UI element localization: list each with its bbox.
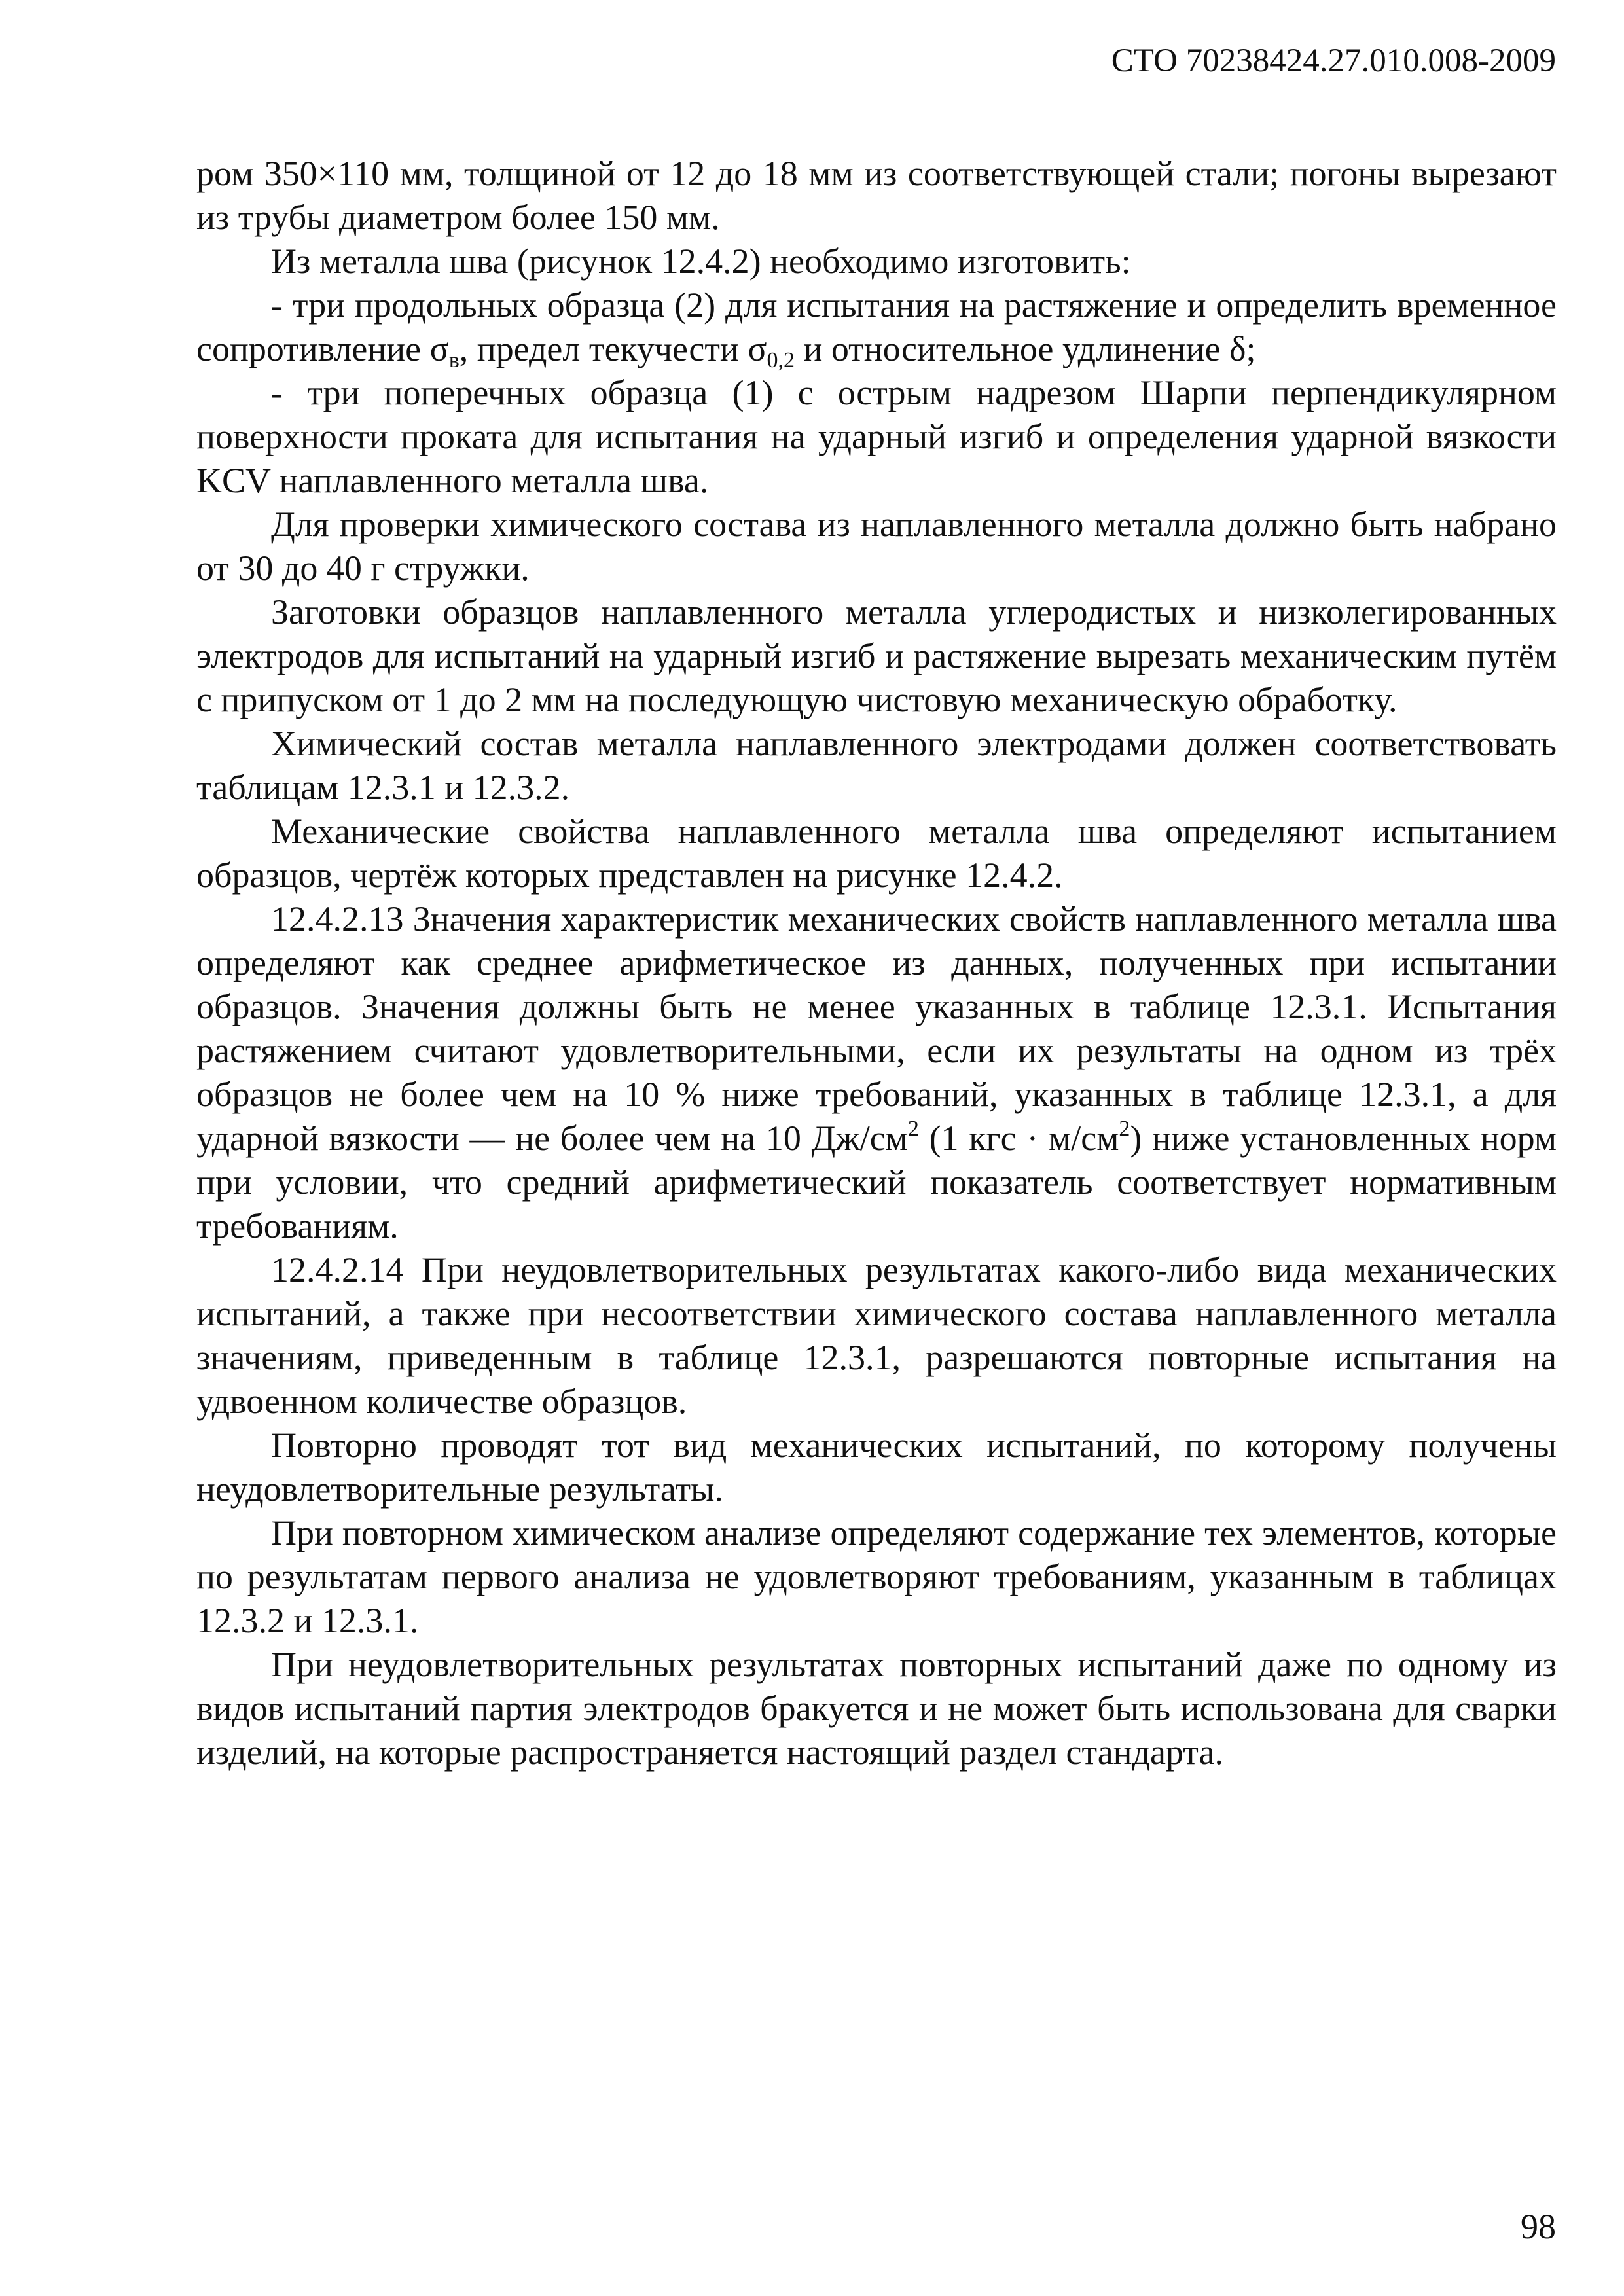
clause-12-4-2-13 [196, 897, 1557, 1248]
paragraph-specimen-blanks: Заготовки образцов наплавленного металла углеродистых и низколегированных электродов для испытаний на ударный изгиб и растяжение вырезать механическим путём с припуском от 1 до 2 мм на последующую чистовую механическую обработку. [196, 592, 1557, 719]
document-body [196, 152, 1557, 1774]
list-item-text-b: , предел текучести σ [459, 329, 767, 368]
paragraph-repeat-chemical-analysis: При повторном химическом анализе определяют содержание тех элементов, которые по результатам первого анализа не удовлетворяют требованиям, указанным в таблицах 12.3.2 и 12.3.1. [196, 1513, 1557, 1640]
page-number: 98 [1521, 2207, 1556, 2246]
paragraph-chemical-composition: Химический состав металла наплавленного электродами должен соответствовать таблицам 12.3.1 и 12.3.2. [196, 724, 1557, 807]
list-item-longitudinal-specimens [196, 283, 1557, 371]
clause-text-b: (1 кгс · м/см [918, 1119, 1119, 1158]
list-item-text-a: - три продольных образца (2) для испытания на растяжение и определить временное сопротивление σ [196, 285, 1557, 368]
clause-text-c: ) ниже установленных норм при условии, что средний арифметический показатель соответствует нормативным требованиям. [196, 1119, 1557, 1246]
subscript-0-2: 0,2 [767, 348, 795, 372]
paragraph-chemical-shavings: Для проверки химического состава из наплавленного металла должно быть набрано от 30 до 40 г стружки. [196, 505, 1557, 588]
list-item-transverse-specimens: - три поперечных образца (1) с острым надрезом Шарпи перпендикулярном поверхности проката для испытания на ударный изгиб и определения ударной вязкости KCV наплавленного металла шва. [196, 373, 1557, 500]
superscript-2-a: 2 [907, 1117, 919, 1141]
paragraph-mechanical-properties: Механические свойства наплавленного металла шва определяют испытанием образцов, чертёж которых представлен на рисунке 12.4.2. [196, 812, 1557, 895]
paragraph-repeat-tests: Повторно проводят тот вид механических испытаний, по которому получены неудовлетворительные результаты. [196, 1426, 1557, 1509]
subscript-v: в [448, 348, 460, 372]
superscript-2-b: 2 [1119, 1117, 1130, 1141]
paragraph-intro-list: Из металла шва (рисунок 12.4.2) необходимо изготовить: [271, 242, 1131, 281]
paragraph-continuation: ром 350×110 мм, толщиной от 12 до 18 мм из соответствующей стали; погоны вырезают из трубы диаметром более 150 мм. [196, 154, 1557, 237]
paragraph-rejection: При неудовлетворительных результатах повторных испытаний даже по одному из видов испытаний партия электродов бракуется и не может быть использована для сварки изделий, на которые распространяется настоящий раздел стандарта. [196, 1645, 1557, 1772]
clause-12-4-2-14: 12.4.2.14 При неудовлетворительных результатах какого-либо вида механических испытаний, а также при несоответствии химического состава наплавленного металла значениям, приведенным в таблице 12.3.1, разрешаются повторные испытания на удвоенном количестве образцов. [196, 1250, 1557, 1421]
list-item-text-c: и относительное удлинение δ; [794, 329, 1256, 368]
document-code-header: СТО 70238424.27.010.008-2009 [1111, 43, 1556, 79]
clause-text-a: 12.4.2.13 Значения характеристик механических свойств наплавленного металла шва определяют как среднее арифметическое из данных, полученных при испытании образцов. Значения должны быть не менее указанных в таблице 12.3.1. Испытания растяжением считают удовлетворительными, если их результаты на одном из трёх образцов не более чем на 10 % ниже требований, указанных в таблице 12.3.1, а для ударной вязкости — не более чем на 10 Дж/см [196, 899, 1557, 1158]
